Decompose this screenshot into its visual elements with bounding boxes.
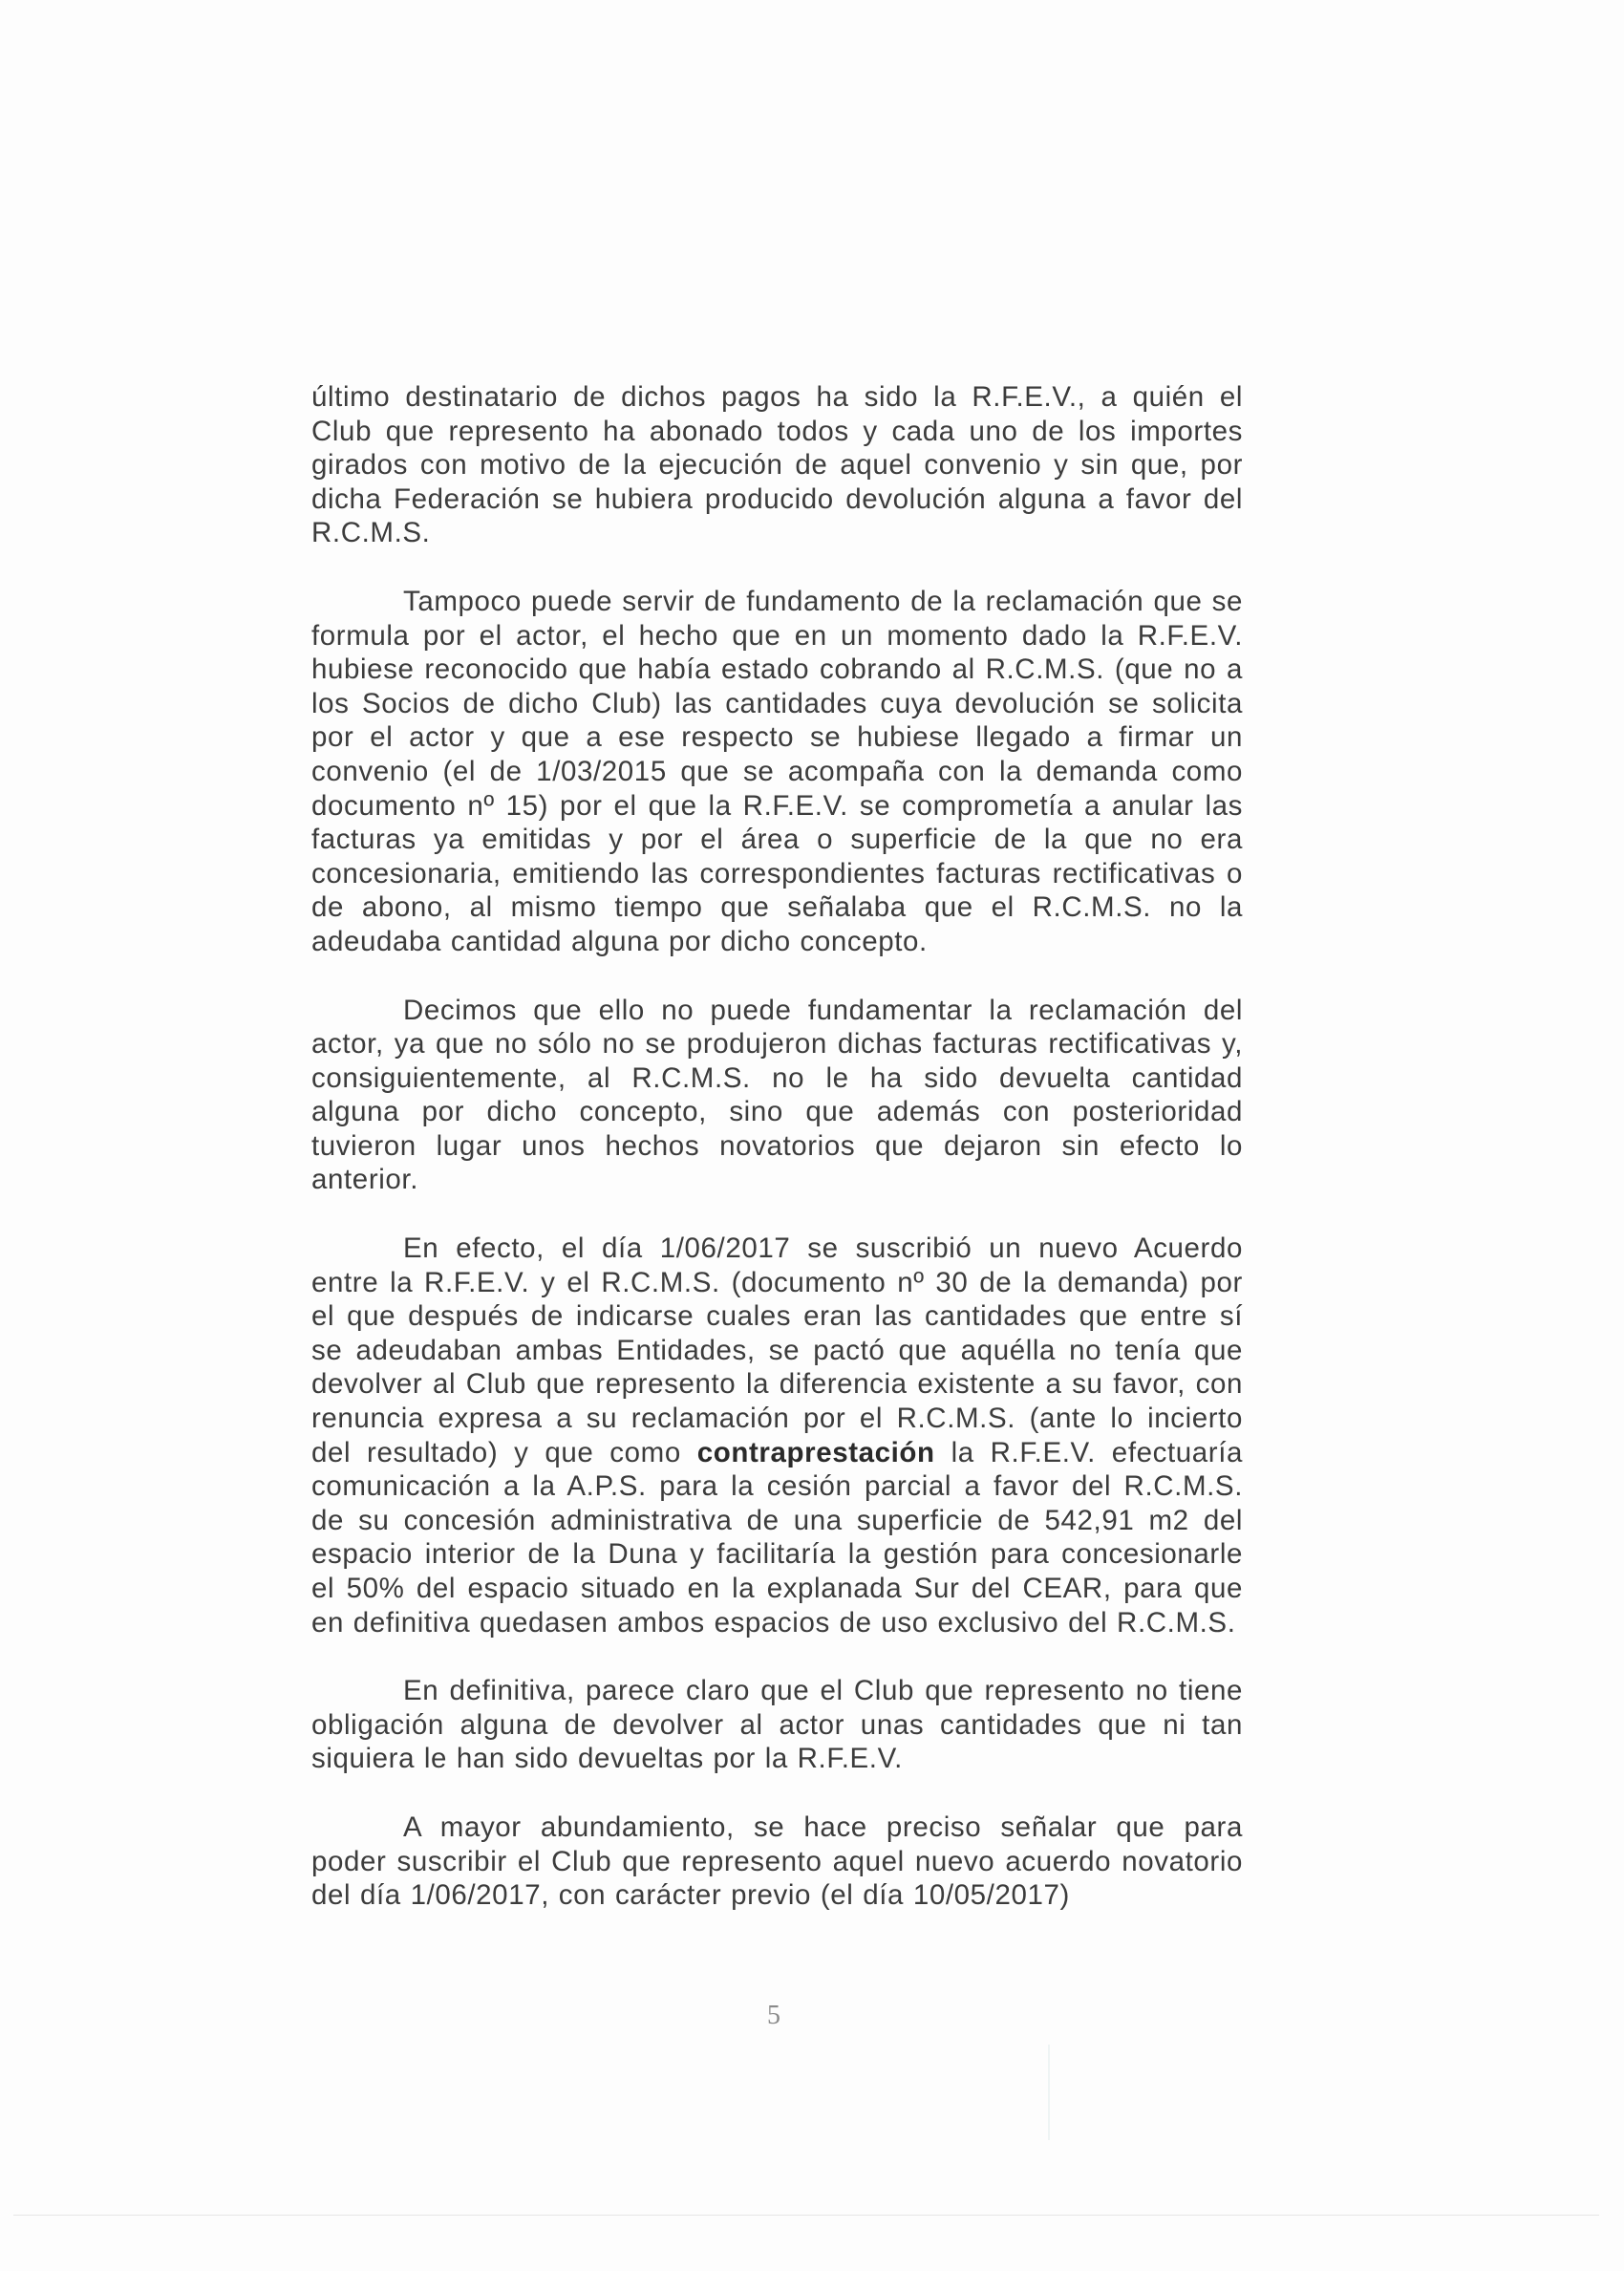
scan-edge-line <box>13 2215 1599 2216</box>
paragraph-5: En definitiva, parece claro que el Club que represento no tiene obligación alguna de devolver al actor unas cantidades que ni tan siquiera le han sido devueltas por la R.F.E.V. <box>311 1675 1243 1775</box>
paragraph-2: Tampoco puede servir de fundamento de la reclamación que se formula por el actor, el hecho que en un momento dado la R.F.E.V. hubiese reconocido que había estado cobrando al R.C.M.S. (que no a los Socios de dicho Club) las cantidades cuya devolución se solicita por el actor y que a ese respecto se hubiese llegado a firmar un convenio (el de 1/03/2015 que se acompaña con la demanda como documento nº 15) por el que la R.F.E.V. se comprometía a anular las facturas ya emitidas y por el área o superficie de la que no era concesionaria, emitiendo las correspondientes facturas rectificativas o de abono, al mismo tiempo que señalaba que el R.C.M.S. no la adeudaba cantidad alguna por dicho concepto. <box>311 585 1243 957</box>
paragraph-4-text-after: la R.F.E.V. efectuaría comunicación a la A.P.S. para la cesión parcial a favor del R.C.M.S. de su concesión administrativa de una superficie de 542,91 m2 del espacio interior de la Duna y facilitaría la gestión para concesionarle el 50% del espacio situado en la explanada Sur del CEAR, para que en definitiva quedasen ambos espacios de uso exclusivo del R.C.M.S. <box>311 1436 1244 1639</box>
paragraph-6: A mayor abundamiento, se hace preciso señalar que para poder suscribir el Club que represento aquel nuevo acuerdo novatorio del día 1/06/2017, con carácter previo (el día 10/05/2017) <box>311 1810 1243 1912</box>
paragraph-4-text-before: En efecto, el día 1/06/2017 se suscribió un nuevo Acuerdo entre la R.F.E.V. y el R.C.M.S. (documento nº 30 de la demanda) por el que después de indicarse cuales eran las cantidades que entre sí se adeudaban ambas Entidades, se pactó que aquélla no tenía que devolver al Club que represento la diferencia existente a su favor, con renuncia expresa a su reclamación por el R.C.M.S. (ante lo incierto del resultado) y que como <box>311 1232 1243 1468</box>
paragraph-4 <box>311 1232 1243 1639</box>
paragraph-3: Decimos que ello no puede fundamentar la reclamación del actor, ya que no sólo no se produjeron dichas facturas rectificativas y, consiguientemente, al R.C.M.S. no le ha sido devuelta cantidad alguna por dicho concepto, sino que además con posterioridad tuvieron lugar unos hechos novatorios que dejaron sin efecto lo anterior. <box>311 994 1243 1196</box>
bold-term-contraprestacion: contraprestación <box>696 1436 935 1468</box>
paragraph-1: último destinatario de dichos pagos ha sido la R.F.E.V., a quién el Club que represento ha abonado todos y cada uno de los importes girados con motivo de la ejecución de aquel convenio y sin que, por dicha Federación se hubiera producido devolución alguna a favor del R.C.M.S. <box>311 381 1243 549</box>
page-number: 5 <box>767 2001 780 2030</box>
scan-artifact-mark <box>1048 2045 1050 2140</box>
document-body <box>311 380 1243 1947</box>
